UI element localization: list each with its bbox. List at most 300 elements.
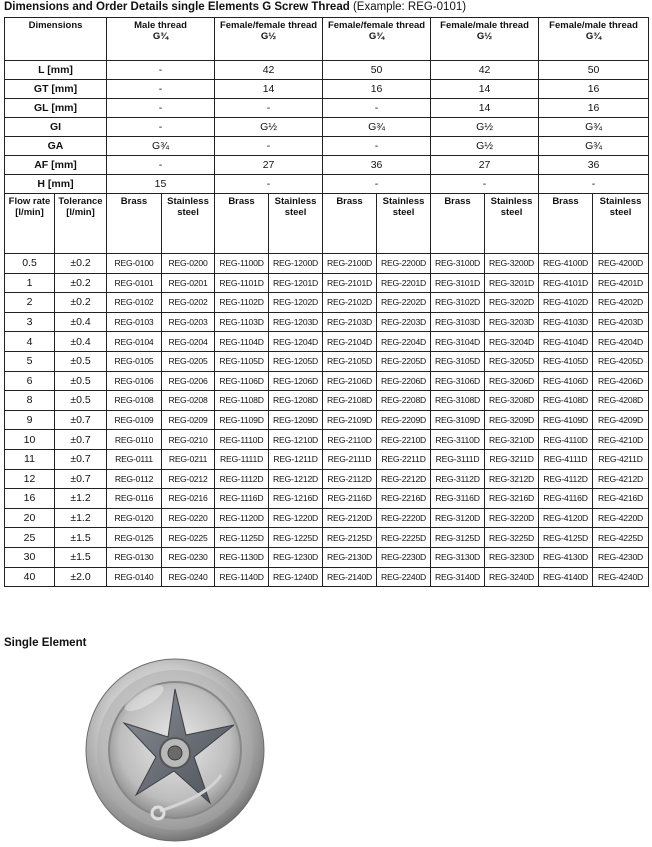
subheader-row	[5, 194, 649, 254]
order-code-cell: REG-2100D	[323, 254, 377, 274]
order-code-cell: REG-1204D	[269, 332, 323, 352]
flow-rate-cell: 3	[5, 312, 55, 332]
tolerance-cell: ±1.2	[55, 489, 107, 509]
order-code-cell: REG-2240D	[377, 567, 431, 587]
dimension-value: -	[215, 175, 323, 194]
order-code-cell: REG-4104D	[539, 332, 593, 352]
order-code-cell: REG-1108D	[215, 391, 269, 411]
order-code-cell: REG-4140D	[539, 567, 593, 587]
order-code-cell: REG-3109D	[431, 410, 485, 430]
order-code-cell: REG-4108D	[539, 391, 593, 411]
order-code-cell: REG-2209D	[377, 410, 431, 430]
tolerance-cell: ±0.7	[55, 430, 107, 450]
dimension-value: 16	[539, 99, 649, 118]
dimension-label: GA	[5, 137, 107, 156]
order-code-cell: REG-0116	[107, 489, 162, 509]
group-thread: G½	[260, 31, 277, 42]
dimensions-header: Dimensions	[5, 18, 107, 61]
table-row	[5, 469, 649, 489]
tolerance-cell: ±1.5	[55, 528, 107, 548]
table-row	[5, 312, 649, 332]
dimension-label: L [mm]	[5, 61, 107, 80]
order-code-cell: REG-3220D	[485, 508, 539, 528]
order-code-cell: REG-4204D	[593, 332, 649, 352]
order-code-cell: REG-1111D	[215, 449, 269, 469]
order-code-cell: REG-0130	[107, 547, 162, 567]
tolerance-cell: ±0.7	[55, 469, 107, 489]
order-code-cell: REG-2112D	[323, 469, 377, 489]
tolerance-cell: ±0.4	[55, 332, 107, 352]
order-code-cell: REG-0140	[107, 567, 162, 587]
order-code-cell: REG-2210D	[377, 430, 431, 450]
flow-rate-cell: 8	[5, 391, 55, 411]
order-code-cell: REG-4240D	[593, 567, 649, 587]
order-code-cell: REG-3102D	[431, 293, 485, 313]
dimension-value: -	[107, 156, 215, 175]
brass-header: Brass	[539, 194, 593, 254]
order-code-cell: REG-2110D	[323, 430, 377, 450]
order-code-cell: REG-2120D	[323, 508, 377, 528]
order-code-cell: REG-4200D	[593, 254, 649, 274]
dimension-value: G¾	[539, 118, 649, 137]
order-code-cell: REG-0208	[162, 391, 215, 411]
order-code-cell: REG-1202D	[269, 293, 323, 313]
tolerance-cell: ±0.5	[55, 371, 107, 391]
order-code-cell: REG-4101D	[539, 273, 593, 293]
order-code-cell: REG-2140D	[323, 567, 377, 587]
order-code-cell: REG-2220D	[377, 508, 431, 528]
tolerance-cell: ±0.4	[55, 312, 107, 332]
group-header-ff-g34	[323, 18, 431, 61]
group-thread: G¾	[368, 31, 385, 42]
order-code-cell: REG-0112	[107, 469, 162, 489]
group-thread: G½	[476, 31, 493, 42]
brass-header: Brass	[215, 194, 269, 254]
order-code-cell: REG-0204	[162, 332, 215, 352]
flow-rate-cell: 4	[5, 332, 55, 352]
order-code-cell: REG-0102	[107, 293, 162, 313]
flow-rate-cell: 40	[5, 567, 55, 587]
stainless-header: Stainless steel	[377, 194, 431, 254]
order-code-cell: REG-3125D	[431, 528, 485, 548]
table-row	[5, 254, 649, 274]
order-code-cell: REG-3203D	[485, 312, 539, 332]
order-code-cell: REG-2212D	[377, 469, 431, 489]
order-code-cell: REG-1105D	[215, 351, 269, 371]
order-code-cell: REG-2205D	[377, 351, 431, 371]
order-code-cell: REG-3204D	[485, 332, 539, 352]
table-row	[5, 351, 649, 371]
order-code-cell: REG-4209D	[593, 410, 649, 430]
order-rows	[5, 254, 649, 587]
order-code-cell: REG-1220D	[269, 508, 323, 528]
order-code-cell: REG-0230	[162, 547, 215, 567]
order-code-cell: REG-1100D	[215, 254, 269, 274]
stainless-header: Stainless steel	[162, 194, 215, 254]
group-header-ff-g12	[215, 18, 323, 61]
order-code-cell: REG-3111D	[431, 449, 485, 469]
dimension-row	[5, 99, 649, 118]
dimension-value: 27	[215, 156, 323, 175]
tolerance-cell: ±1.5	[55, 547, 107, 567]
order-code-cell: REG-3201D	[485, 273, 539, 293]
order-code-cell: REG-3130D	[431, 547, 485, 567]
order-table	[4, 17, 649, 587]
dimension-value: 27	[431, 156, 539, 175]
flow-rate-cell: 5	[5, 351, 55, 371]
order-code-cell: REG-2105D	[323, 351, 377, 371]
flow-rate-cell: 1	[5, 273, 55, 293]
flow-rate-cell: 20	[5, 508, 55, 528]
order-code-cell: REG-0120	[107, 508, 162, 528]
order-code-cell: REG-2104D	[323, 332, 377, 352]
order-code-cell: REG-0103	[107, 312, 162, 332]
tolerance-cell: ±0.2	[55, 293, 107, 313]
order-code-cell: REG-4130D	[539, 547, 593, 567]
order-code-cell: REG-4116D	[539, 489, 593, 509]
order-code-cell: REG-3105D	[431, 351, 485, 371]
dimension-value: -	[539, 175, 649, 194]
table-row	[5, 430, 649, 450]
group-header-fm-g34	[539, 18, 649, 61]
dimension-row	[5, 80, 649, 99]
table-row	[5, 528, 649, 548]
order-code-cell: REG-4220D	[593, 508, 649, 528]
group-thread: G¾	[585, 31, 602, 42]
order-code-cell: REG-2103D	[323, 312, 377, 332]
order-code-cell: REG-2204D	[377, 332, 431, 352]
flow-rate-cell: 0.5	[5, 254, 55, 274]
stainless-header: Stainless steel	[593, 194, 649, 254]
order-code-cell: REG-1216D	[269, 489, 323, 509]
order-code-cell: REG-4225D	[593, 528, 649, 548]
order-code-cell: REG-4201D	[593, 273, 649, 293]
order-code-cell: REG-3202D	[485, 293, 539, 313]
order-code-cell: REG-3140D	[431, 567, 485, 587]
flow-rate-cell: 2	[5, 293, 55, 313]
order-code-cell: REG-0209	[162, 410, 215, 430]
group-label: Female/male thread	[549, 20, 638, 31]
order-code-cell: REG-1201D	[269, 273, 323, 293]
order-code-cell: REG-2200D	[377, 254, 431, 274]
order-code-cell: REG-0101	[107, 273, 162, 293]
section-title: Single Element	[4, 637, 87, 649]
dimension-value: -	[323, 175, 431, 194]
flow-rate-cell: 9	[5, 410, 55, 430]
order-code-cell: REG-0200	[162, 254, 215, 274]
group-label: Female/female thread	[327, 20, 426, 31]
group-label: Female/male thread	[440, 20, 529, 31]
order-code-cell: REG-0220	[162, 508, 215, 528]
dimension-value: -	[107, 80, 215, 99]
order-code-cell: REG-0110	[107, 430, 162, 450]
order-code-cell: REG-3110D	[431, 430, 485, 450]
order-code-cell: REG-3206D	[485, 371, 539, 391]
order-code-cell: REG-1230D	[269, 547, 323, 567]
order-code-cell: REG-1130D	[215, 547, 269, 567]
order-code-cell: REG-2111D	[323, 449, 377, 469]
order-code-cell: REG-1125D	[215, 528, 269, 548]
dimension-value: -	[323, 137, 431, 156]
order-code-cell: REG-2116D	[323, 489, 377, 509]
dimension-value: 15	[107, 175, 215, 194]
order-code-cell: REG-3212D	[485, 469, 539, 489]
order-code-cell: REG-4210D	[593, 430, 649, 450]
order-code-cell: REG-3100D	[431, 254, 485, 274]
tolerance-cell: ±0.7	[55, 410, 107, 430]
order-code-cell: REG-2230D	[377, 547, 431, 567]
dimension-value: 14	[431, 99, 539, 118]
order-code-cell: REG-4211D	[593, 449, 649, 469]
brass-header: Brass	[107, 194, 162, 254]
dimension-value: G¾	[539, 137, 649, 156]
order-code-cell: REG-4110D	[539, 430, 593, 450]
order-code-cell: REG-3120D	[431, 508, 485, 528]
order-code-cell: REG-3104D	[431, 332, 485, 352]
order-code-cell: REG-1106D	[215, 371, 269, 391]
order-code-cell: REG-0202	[162, 293, 215, 313]
dimension-value: -	[431, 175, 539, 194]
dimension-value: G½	[431, 137, 539, 156]
order-code-cell: REG-2201D	[377, 273, 431, 293]
order-code-cell: REG-0104	[107, 332, 162, 352]
order-code-cell: REG-4208D	[593, 391, 649, 411]
dimension-value: 14	[215, 80, 323, 99]
order-code-cell: REG-4112D	[539, 469, 593, 489]
dimension-value: G¾	[107, 137, 215, 156]
flow-rate-cell: 25	[5, 528, 55, 548]
table-row	[5, 371, 649, 391]
group-header-male-g34	[107, 18, 215, 61]
brass-header: Brass	[431, 194, 485, 254]
dimension-label: GI	[5, 118, 107, 137]
dimension-value: -	[107, 61, 215, 80]
order-code-cell: REG-4230D	[593, 547, 649, 567]
dimension-value: G¾	[323, 118, 431, 137]
order-code-cell: REG-2202D	[377, 293, 431, 313]
dimension-value: 42	[215, 61, 323, 80]
table-row	[5, 508, 649, 528]
dimension-rows	[5, 61, 649, 194]
order-code-cell: REG-3210D	[485, 430, 539, 450]
order-code-cell: REG-0100	[107, 254, 162, 274]
order-code-cell: REG-2211D	[377, 449, 431, 469]
dimension-row	[5, 175, 649, 194]
table-row	[5, 391, 649, 411]
table-row	[5, 410, 649, 430]
page-title	[4, 1, 466, 13]
order-code-cell: REG-3106D	[431, 371, 485, 391]
order-code-cell: REG-3101D	[431, 273, 485, 293]
order-code-cell: REG-1208D	[269, 391, 323, 411]
title-example: (Example: REG-0101)	[349, 1, 467, 13]
flow-rate-cell: 16	[5, 489, 55, 509]
title-bold: Dimensions and Order Details single Elements G Screw Thread	[4, 1, 350, 13]
order-code-cell: REG-1210D	[269, 430, 323, 450]
order-code-cell: REG-3116D	[431, 489, 485, 509]
order-code-cell: REG-0212	[162, 469, 215, 489]
flow-rate-header: Flow rate [l/min]	[5, 194, 55, 254]
order-code-cell: REG-0108	[107, 391, 162, 411]
order-code-cell: REG-0125	[107, 528, 162, 548]
order-code-cell: REG-2130D	[323, 547, 377, 567]
table-row	[5, 273, 649, 293]
dimension-label: GL [mm]	[5, 99, 107, 118]
dimension-label: H [mm]	[5, 175, 107, 194]
order-code-cell: REG-0216	[162, 489, 215, 509]
order-code-cell: REG-1200D	[269, 254, 323, 274]
order-code-cell: REG-1103D	[215, 312, 269, 332]
table-row	[5, 567, 649, 587]
group-thread: G¾	[152, 31, 169, 42]
tolerance-cell: ±0.7	[55, 449, 107, 469]
group-label: Female/female thread	[219, 20, 318, 31]
order-code-cell: REG-3112D	[431, 469, 485, 489]
tolerance-cell: ±2.0	[55, 567, 107, 587]
order-code-cell: REG-2216D	[377, 489, 431, 509]
order-code-cell: REG-1205D	[269, 351, 323, 371]
order-code-cell: REG-1212D	[269, 469, 323, 489]
order-code-cell: REG-4212D	[593, 469, 649, 489]
dimension-row	[5, 137, 649, 156]
dimension-value: 14	[431, 80, 539, 99]
order-code-cell: REG-2206D	[377, 371, 431, 391]
table-row	[5, 449, 649, 469]
dimension-label: GT [mm]	[5, 80, 107, 99]
order-code-cell: REG-0210	[162, 430, 215, 450]
order-code-cell: REG-0225	[162, 528, 215, 548]
order-code-cell: REG-1101D	[215, 273, 269, 293]
tolerance-cell: ±0.2	[55, 254, 107, 274]
order-code-cell: REG-0240	[162, 567, 215, 587]
order-code-cell: REG-4203D	[593, 312, 649, 332]
order-code-cell: REG-1240D	[269, 567, 323, 587]
order-code-cell: REG-2109D	[323, 410, 377, 430]
dimension-value: 36	[539, 156, 649, 175]
tolerance-cell: ±0.5	[55, 351, 107, 371]
order-code-cell: REG-1203D	[269, 312, 323, 332]
order-code-cell: REG-4216D	[593, 489, 649, 509]
dimension-value: G½	[431, 118, 539, 137]
order-code-cell: REG-2101D	[323, 273, 377, 293]
order-code-cell: REG-1109D	[215, 410, 269, 430]
order-code-cell: REG-4206D	[593, 371, 649, 391]
dimension-value: -	[215, 99, 323, 118]
order-code-cell: REG-3205D	[485, 351, 539, 371]
table-row	[5, 332, 649, 352]
dimension-value: -	[107, 118, 215, 137]
order-code-cell: REG-1225D	[269, 528, 323, 548]
dimension-value: 16	[323, 80, 431, 99]
order-code-cell: REG-1102D	[215, 293, 269, 313]
flow-rate-cell: 30	[5, 547, 55, 567]
order-code-cell: REG-3208D	[485, 391, 539, 411]
order-code-cell: REG-2225D	[377, 528, 431, 548]
order-code-cell: REG-1104D	[215, 332, 269, 352]
group-label: Male thread	[134, 20, 187, 31]
order-code-cell: REG-0105	[107, 351, 162, 371]
tolerance-cell: ±0.5	[55, 391, 107, 411]
dimension-value: -	[323, 99, 431, 118]
order-code-cell: REG-0111	[107, 449, 162, 469]
flow-rate-cell: 6	[5, 371, 55, 391]
dimension-value: 42	[431, 61, 539, 80]
order-code-cell: REG-0203	[162, 312, 215, 332]
order-code-cell: REG-0211	[162, 449, 215, 469]
order-code-cell: REG-1116D	[215, 489, 269, 509]
dimension-value: 50	[323, 61, 431, 80]
order-code-cell: REG-4100D	[539, 254, 593, 274]
dimension-value: -	[215, 137, 323, 156]
order-code-cell: REG-1209D	[269, 410, 323, 430]
order-code-cell: REG-3200D	[485, 254, 539, 274]
order-code-cell: REG-4120D	[539, 508, 593, 528]
dimension-value: 50	[539, 61, 649, 80]
order-code-cell: REG-2108D	[323, 391, 377, 411]
order-code-cell: REG-3216D	[485, 489, 539, 509]
order-code-cell: REG-2102D	[323, 293, 377, 313]
order-code-cell: REG-4111D	[539, 449, 593, 469]
dimension-row	[5, 156, 649, 175]
order-code-cell: REG-1211D	[269, 449, 323, 469]
stainless-header: Stainless steel	[269, 194, 323, 254]
order-code-cell: REG-1110D	[215, 430, 269, 450]
order-code-cell: REG-1112D	[215, 469, 269, 489]
order-code-cell: REG-3225D	[485, 528, 539, 548]
order-code-cell: REG-3230D	[485, 547, 539, 567]
order-code-cell: REG-0106	[107, 371, 162, 391]
order-code-cell: REG-4109D	[539, 410, 593, 430]
group-header-fm-g12	[431, 18, 539, 61]
order-code-cell: REG-4202D	[593, 293, 649, 313]
dimension-value: 36	[323, 156, 431, 175]
order-code-cell: REG-0205	[162, 351, 215, 371]
dimension-label: AF [mm]	[5, 156, 107, 175]
dimension-value: -	[107, 99, 215, 118]
header-row	[5, 18, 649, 61]
order-code-cell: REG-0201	[162, 273, 215, 293]
order-code-cell: REG-4102D	[539, 293, 593, 313]
single-element-photo	[84, 653, 266, 843]
order-code-cell: REG-3209D	[485, 410, 539, 430]
order-code-cell: REG-0109	[107, 410, 162, 430]
dimension-row	[5, 118, 649, 137]
order-code-cell: REG-4106D	[539, 371, 593, 391]
order-code-cell: REG-4103D	[539, 312, 593, 332]
order-code-cell: REG-3240D	[485, 567, 539, 587]
order-code-cell: REG-1120D	[215, 508, 269, 528]
order-code-cell: REG-1206D	[269, 371, 323, 391]
order-code-cell: REG-2106D	[323, 371, 377, 391]
order-code-cell: REG-1140D	[215, 567, 269, 587]
table-row	[5, 293, 649, 313]
tolerance-header: Tolerance [l/min]	[55, 194, 107, 254]
flow-rate-cell: 10	[5, 430, 55, 450]
order-code-cell: REG-2203D	[377, 312, 431, 332]
flow-rate-cell: 12	[5, 469, 55, 489]
order-code-cell: REG-2125D	[323, 528, 377, 548]
dimension-value: 16	[539, 80, 649, 99]
order-code-cell: REG-4125D	[539, 528, 593, 548]
brass-header: Brass	[323, 194, 377, 254]
order-code-cell: REG-3211D	[485, 449, 539, 469]
order-code-cell: REG-4205D	[593, 351, 649, 371]
tolerance-cell: ±0.2	[55, 273, 107, 293]
order-code-cell: REG-2208D	[377, 391, 431, 411]
order-code-cell: REG-3103D	[431, 312, 485, 332]
dimension-row	[5, 61, 649, 80]
order-code-cell: REG-3108D	[431, 391, 485, 411]
